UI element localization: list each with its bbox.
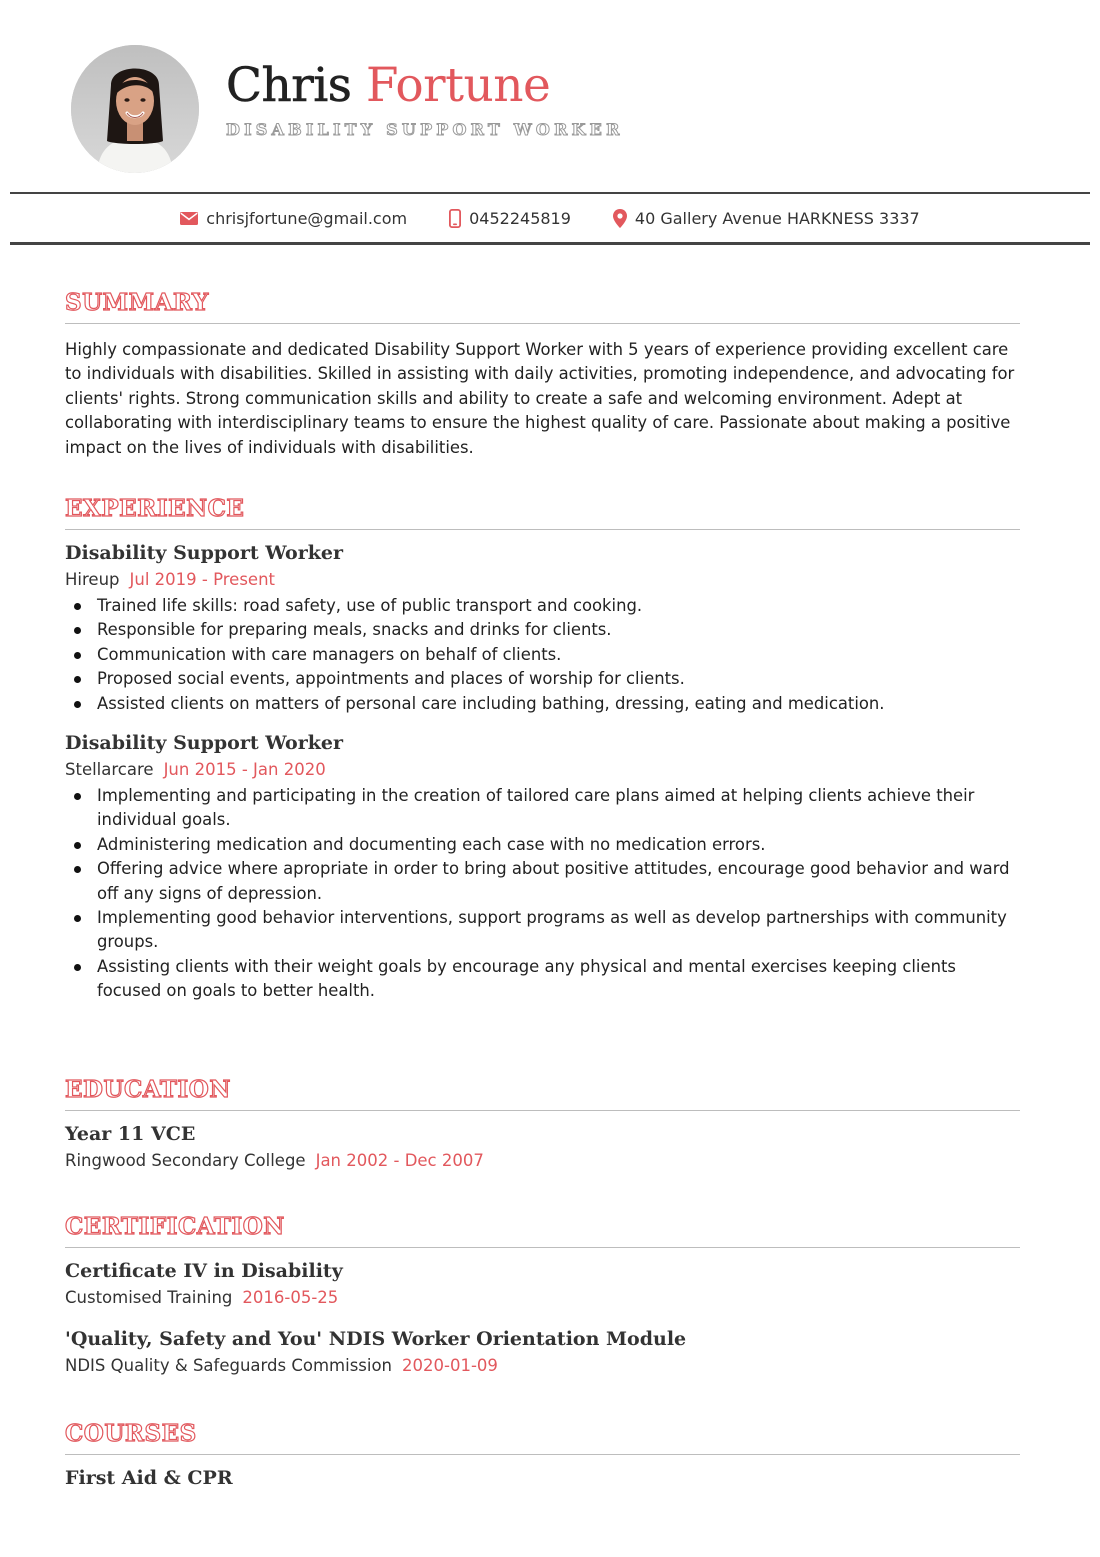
candidate-name (226, 56, 550, 116)
summary-text: Highly compassionate and dedicated Disability Support Worker with 5 years of experience providing excellent care to individuals with disabilities. Skilled in assisting with daily activities, promoting independence, and advocating for clients' rights. Strong communication skills and ability to create a safe and welcoming environment. Adept at collaborating with interdisciplinary teams to ensure the highest quality of care. Passionate about making a positive impact on the lives of individuals with disabilities. (65, 340, 1015, 457)
job-title-heading: DISABILITY SUPPORT WORKER (226, 120, 624, 139)
person-portrait-icon (71, 45, 199, 173)
certification-section (65, 1212, 1020, 1378)
section-divider (65, 323, 1020, 324)
first-name: Chris (226, 58, 352, 113)
section-title-education: EDUCATION (65, 1076, 231, 1103)
section-title-experience: EXPERIENCE (65, 495, 245, 522)
job-bullets (65, 594, 1020, 716)
section-title-courses: COURSES (65, 1420, 197, 1447)
education-meta (65, 1149, 1020, 1173)
courses-section (65, 1419, 1020, 1491)
job-entry (65, 730, 1020, 1004)
section-divider (65, 529, 1020, 530)
certification-name: 'Quality, Safety and You' NDIS Worker Orientation Module (65, 1328, 687, 1350)
contact-phone[interactable] (449, 209, 571, 228)
certification-entry (65, 1258, 1020, 1310)
list-item: Assisting clients with their weight goals by encourage any physical and mental exercises keeping clients focused on goals to better health. (65, 955, 1020, 1004)
profile-photo (71, 45, 199, 173)
job-bullets (65, 784, 1020, 1004)
education-section (65, 1075, 1020, 1173)
summary-section (65, 288, 1020, 460)
mobile-phone-icon (449, 209, 461, 228)
list-item: Assisted clients on matters of personal care including bathing, dressing, eating and medication. (65, 692, 1020, 716)
job-company: Stellarcare (65, 760, 154, 780)
list-item: Administering medication and documenting each case with no medication errors. (65, 833, 1020, 857)
job-meta (65, 758, 1020, 782)
certification-name: Certificate IV in Disability (65, 1260, 343, 1282)
list-item: Offering advice where apropriate in order to bring about positive attitudes, encourage good behavior and ward off any signs of depression. (65, 857, 1020, 906)
section-divider (65, 1110, 1020, 1111)
list-item: Communication with care managers on behalf of clients. (65, 643, 1020, 667)
certification-issuer: NDIS Quality & Safeguards Commission (65, 1356, 393, 1375)
certification-date: 2020-01-09 (402, 1356, 498, 1375)
job-entry (65, 540, 1020, 716)
job-dates: Jun 2015 - Jan 2020 (163, 760, 326, 780)
section-divider (65, 1454, 1020, 1455)
course-entry (65, 1465, 1020, 1491)
school: Ringwood Secondary College (65, 1151, 306, 1170)
job-role: Disability Support Worker (65, 732, 343, 755)
degree: Year 11 VCE (65, 1123, 196, 1145)
contact-address (613, 209, 920, 228)
certification-meta (65, 1354, 1020, 1378)
phone-text: 0452245819 (469, 208, 571, 228)
resume-header (0, 0, 1100, 192)
list-item: Trained life skills: road safety, use of public transport and cooking. (65, 594, 1020, 618)
certification-date: 2016-05-25 (242, 1288, 339, 1307)
contact-email[interactable] (180, 209, 407, 228)
list-item: Responsible for preparing meals, snacks and drinks for clients. (65, 618, 1020, 642)
education-entry (65, 1121, 1020, 1173)
education-dates: Jan 2002 - Dec 2007 (315, 1151, 484, 1170)
list-item: Implementing and participating in the creation of tailored care plans aimed at helping clients achieve their individual goals. (65, 784, 1020, 833)
course-name: First Aid & CPR (65, 1467, 233, 1489)
contact-bar (10, 192, 1090, 245)
experience-section (65, 494, 1020, 1004)
certification-meta (65, 1286, 1020, 1310)
job-meta (65, 568, 1020, 592)
last-name: Fortune (365, 58, 551, 113)
address-text: 40 Gallery Avenue HARKNESS 3337 (634, 208, 920, 228)
job-dates: Jul 2019 - Present (129, 570, 275, 589)
job-company: Hireup (65, 570, 120, 589)
envelope-icon (180, 212, 198, 225)
section-divider (65, 1247, 1020, 1248)
certification-issuer: Customised Training (65, 1288, 233, 1307)
job-role: Disability Support Worker (65, 542, 343, 564)
section-title-summary: SUMMARY (65, 289, 209, 316)
list-item: Implementing good behavior interventions, support programs as well as develop partnerships with community groups. (65, 906, 1020, 955)
certification-entry (65, 1326, 1020, 1378)
map-pin-icon (613, 209, 627, 228)
email-text: chrisjfortune@gmail.com (206, 208, 408, 228)
section-title-certification: CERTIFICATION (65, 1213, 285, 1240)
list-item: Proposed social events, appointments and places of worship for clients. (65, 667, 1020, 691)
